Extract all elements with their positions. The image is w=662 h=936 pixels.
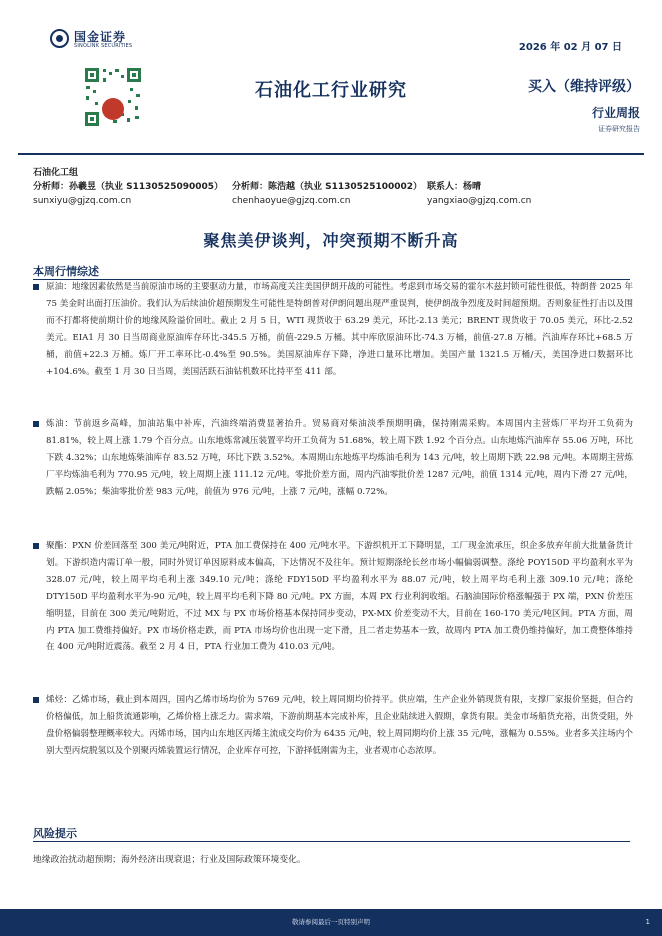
brand-logo-icon	[50, 29, 69, 48]
summary-item-polyester	[33, 538, 633, 656]
bullet-icon	[33, 697, 39, 703]
analyst-1: 分析师：孙羲昱（执业 S1130525090005）	[33, 182, 224, 192]
risk-text: 地缘政治扰动超预期；海外经济出现衰退；行业及国际政策环境变化。	[33, 855, 306, 865]
rating-label: 买入（维持评级）	[528, 79, 640, 95]
contact: 联系人：杨晴	[427, 182, 482, 192]
analyst-block	[33, 166, 643, 208]
footer-disclaimer[interactable]: 敬请参阅最后一页特别声明	[292, 918, 370, 926]
report-date: 2026 年 02 月 07 日	[518, 42, 622, 53]
bullet-icon	[33, 284, 39, 290]
report-type: 行业周报	[591, 106, 640, 120]
brand-name-cn: 国金证券	[74, 30, 127, 44]
section-title-summary: 本周行情综述	[33, 265, 99, 278]
page-number: 1	[645, 918, 650, 926]
team-name: 石油化工组	[33, 168, 79, 178]
analyst-2: 分析师：陈浩越（执业 S1130525100002）	[232, 182, 423, 192]
analyst-2-email[interactable]: chenhaoyue@gjzq.com.cn	[232, 196, 351, 206]
header-divider	[18, 153, 644, 155]
section-title-risk: 风险提示	[33, 827, 77, 840]
summary-item-text: 烯烃：乙烯市场，截止到本周四，国内乙烯市场均价为 5769 元/吨，较上周同期均价持平。供应端，生产企业外销现货有限，支撑厂家报价坚挺，但合约价格偏低，加上船货流通影响，乙烯价格上涨乏力。需求端，下游前期基本完成补库，且企业陆续进入假期，拿货有限。美金市场船货充裕，出货受阻，外盘价格偏弱整理概率较大。丙烯市场，国内山东地区丙烯主流成交均价为 6435 元/吨，较上周同期均价上涨 35 元/吨，涨幅为 0.55%。业者多关注场内个别大型丙烷脱氢以及个别聚丙烯装置运行情况，企业库存可控，下游择低刚需为主，业者观市心态浓厚。	[46, 695, 633, 756]
summary-item-text: 炼油：节前返乡高峰，加油站集中补库，汽油终端消费显著抬升。贸易商对柴油淡季预期明确，保持刚需采购。本周国内主营炼厂平均开工负荷为 81.81%，较上周上涨 1.79 个百分点。山东地炼常减压装置平均开工负荷为 51.68%，较上周下跌 1.92 个百分点。山东地炼汽油库存 55.06 万吨，环比下跌 4.32%；山东地炼柴油库存 83.52 万吨，环比下跌 3.52%。本周期山东地炼平均炼油毛利为 143 元/吨，较上周期下跌 22.98 元/吨。本周期主营炼厂平均炼油毛利为 770.95 元/吨，较上周期上涨 111.12 元/吨。零批价差方面，周内汽油零批价差 1287 元/吨，前值 1314 元/吨，周内下滑 27 元/吨，跌幅 2.05%；柴油零批价差 983 元/吨，前值为 976 元/吨，上涨 7 元/吨，涨幅 0.72%。	[46, 419, 633, 497]
report-subtype: 证券研究报告	[598, 125, 640, 133]
bullet-icon	[33, 543, 39, 549]
section-divider	[33, 841, 630, 842]
summary-item-text: 聚酯：PXN 价差回落至 300 美元/吨附近，PTA 加工费保持在 400 元/吨水平。下游织机开工下降明显，工厂现金流承压，织企多放弃年前大批量备货计划。下游织造内需订单一般，同时外贸订单因原料成本偏高，下达情况不及往年。预计短期涤纶长丝市场小幅偏弱调整。涤纶 POY150D 平均盈利水平为 328.07 元/吨，较上周平均毛利上涨 349.10 元/吨；涤纶 FDY150D 平均盈利水平为 88.07 元/吨，较上周平均毛利上涨 309.10 元/吨；涤纶 DTY150D 平均盈利水平为-90 元/吨，较上周平均毛利下降 80 元/吨。PX 方面，本周 PX 行业利润收缩。石脑油国际价格涨幅强于 PX 端，PXN 价差压缩明显，目前在 300 美元/吨附近，不过 MX 与 PX 市场价格基本保持同步变动，PX-MX 价差变动不大，目前在 160-170 美元/吨区间。PTA 方面，周内 PTA 加工费维持偏好。PX 市场价格走跌，而 PTA 市场均价也出现一定下滑，且二者走势基本一致，故周内 PTA 加工费仍维持偏好，加工费整体维持在 400 元/吨附近震荡。截至 2 月 4 日，PTA 行业加工费为 410.03 元/吨。	[46, 541, 633, 653]
summary-item-refining	[33, 416, 633, 501]
summary-item-olefins	[33, 692, 633, 760]
report-title: 石油化工行业研究	[255, 80, 407, 101]
summary-item-crude	[33, 279, 633, 380]
brand-name-en: SINOLINK SECURITIES	[74, 43, 133, 49]
footer-bar	[0, 909, 662, 936]
summary-item-text: 原油：地缘因素依然是当前原油市场的主要驱动力量，市场高度关注美国伊朗开战的可能性。考虑到市场交易的霍尔木兹封锁可能性很低，特朗普 2025 年 75 美金时出面打压油价。我们认为后续油价超预期发生可能性是特朗普对伊朗问题出现严重误判，使伊朗战争烈度及时间超预期。否则象征性打击以及围而不打都将使前期计价的地缘风险溢价回吐。截止 2 月 5 日，WTI 现货收于 63.29 美元，环比-2.13 美元；BRENT 现货收于 70.05 美元，环比-2.52 美元。EIA1 月 30 日当周商业原油库存环比-345.5 万桶，前值-229.5 万桶。其中库欣原油环比-74.3 万桶，前值-27.8 万桶。汽油库存环比+68.5 万桶，前值+22.3 万桶。炼厂开工率环比-0.4%至 90.5%。美国原油库存下降，净进口量环比增加。美国产量 1321.5 万桶/天，美国净进口数据环比+104.6%。截至 1 月 30 日当周，美国活跃石油钻机数环比持平至 411 部。	[46, 282, 633, 377]
brand-logo	[50, 28, 170, 54]
bullet-icon	[33, 421, 39, 427]
contact-email[interactable]: yangxiao@gjzq.com.cn	[427, 196, 532, 206]
headline: 聚焦美伊谈判，冲突预期不断升高	[203, 231, 459, 250]
analyst-1-email[interactable]: sunxiyu@gjzq.com.cn	[33, 196, 132, 206]
